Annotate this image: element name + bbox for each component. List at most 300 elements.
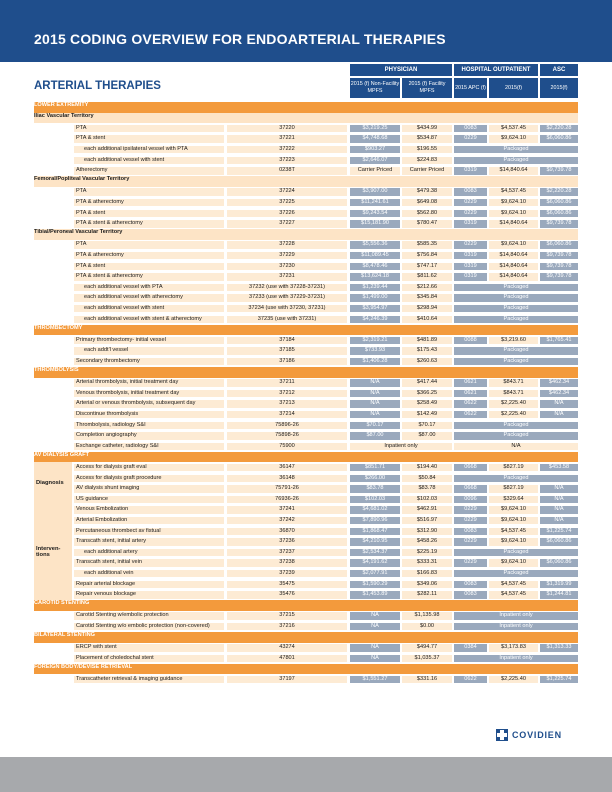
table-row [34,643,578,654]
hospital-rate: $827.19 [489,464,538,472]
asc-rate: $1,225.74 [540,676,578,684]
nonfacility-rate: $2,646.07 [350,157,400,165]
hospital-rate: $4,537.45 [489,125,538,133]
table-row [34,346,578,357]
hospital-rate: $843.71 [489,379,538,387]
category-row [34,664,578,675]
table-row [34,653,578,664]
nonfacility-rate: $266.00 [350,475,400,483]
page-title: 2015 CODING OVERVIEW FOR ENDOARTERIAL THERAPIES [34,31,446,47]
facility-rate: Carrier Priced [402,167,452,175]
cpt-code: 43274 [227,644,347,652]
nonfacility-rate: N/A [350,379,400,387]
facility-rate: $102.03 [402,496,452,504]
cpt-code: 37236 [227,538,347,546]
cpt-code: 37224 [227,188,347,196]
procedure-name: US guidance [74,496,224,504]
asc-rate: $2,220.28 [540,188,578,196]
cpt-code: 35475 [227,581,347,589]
cpt-code: 35476 [227,591,347,599]
asc-rate: $1,313.33 [540,644,578,652]
table-row [34,155,578,166]
hospital-rate: $4,537.45 [489,528,538,536]
table-row [34,558,578,569]
cpt-code: 36870 [227,528,347,536]
nonfacility-rate: NA [350,612,400,620]
table-row [34,293,578,304]
apc-code: 0229 [454,210,487,218]
packaged-status: Packaged [454,358,578,366]
apc-code: 0229 [454,135,487,143]
asc-rate: N/A [540,400,578,408]
apc-code: 0229 [454,517,487,525]
table-row [34,356,578,367]
cpt-code: 37239 [227,570,347,578]
header-physician: PHYSICIAN [350,64,452,76]
table-row [34,484,578,495]
cpt-code: 37228 [227,241,347,249]
facility-rate: $349.06 [402,581,452,589]
nonfacility-rate: N/A [350,400,400,408]
category-label: LOWER EXTREMITY [34,102,89,108]
nonfacility-rate: NA [350,644,400,652]
nonfacility-rate: $83.78 [350,485,400,493]
apc-code: 0229 [454,241,487,249]
facility-rate: $562.80 [402,210,452,218]
hospital-rate: N/A [454,443,578,451]
asc-rate: $9,739.78 [540,220,578,228]
facility-rate: $298.94 [402,305,452,313]
cpt-code: 76936-26 [227,496,347,504]
nonfacility-rate: $2,534.37 [350,549,400,557]
table-row [34,219,578,230]
facility-rate: $516.97 [402,517,452,525]
header-asc: ASC [540,64,578,76]
procedure-name: Atherectomy [74,167,224,175]
cpt-code: 37216 [227,623,347,631]
table-row [34,473,578,487]
table-row [34,388,578,399]
procedure-name: PTA & stent [74,210,224,218]
cpt-code: 75898-26 [227,432,347,440]
procedure-name: Exchange catheter, radiology S&I [74,443,224,451]
title-banner [0,0,612,62]
covidien-logo [496,729,562,741]
facility-rate: $212.66 [402,284,452,292]
facility-rate: $312.90 [402,528,452,536]
packaged-status: Packaged [454,549,578,557]
facility-rate: $345.84 [402,294,452,302]
procedure-name: PTA & atherectomy [74,252,224,260]
procedure-name: Repair arterial blockage [74,581,224,589]
cpt-code: 36148 [227,475,347,483]
category-label: CAROTID STENTING [34,600,90,607]
facility-rate: $333.31 [402,559,452,567]
cpt-code: 0238T [227,167,347,175]
cpt-code: 37184 [227,337,347,345]
category-label: THROMBOLYSIS [34,367,79,373]
procedure-name: AV dialysis shunt imaging [74,485,224,493]
procedure-name: each additional vessel with PTA [74,284,224,292]
facility-rate: $479.38 [402,188,452,196]
packaged-status: Packaged [454,422,578,430]
cpt-code: 37225 [227,199,347,207]
hospital-rate: $827.19 [489,485,538,493]
category-row [34,102,578,113]
hospital-rate: $9,624.10 [489,241,538,249]
asc-rate: $9,739.78 [540,263,578,271]
table-row [34,462,578,473]
procedure-name: each additional ipsilateral vessel with PTA [74,146,224,154]
hospital-rate: $3,173.83 [489,644,538,652]
nonfacility-rate: $4,681.02 [350,506,400,514]
procedure-name: each additional vessel with atherectomy [74,294,224,302]
nonfacility-rate: $1,868.47 [350,528,400,536]
table-row [34,611,578,622]
covidien-cross-icon [496,729,508,741]
table-row [34,187,578,198]
asc-rate: $1,244.81 [540,591,578,599]
apc-code: 0621 [454,379,487,387]
procedure-name: Arterial thrombolysis, initial treatment day [74,379,224,387]
facility-rate: $83.78 [402,485,452,493]
table-row [34,272,578,283]
apc-code: 0229 [454,538,487,546]
facility-rate: $166.83 [402,570,452,578]
cpt-code: 37241 [227,506,347,514]
table-row [34,335,578,346]
procedure-name: each additional vein [74,570,224,578]
subcategory-label: Tibial/Peroneal Vascular Territory [34,229,123,236]
apc-code: 0319 [454,220,487,228]
facility-rate: $1,135.98 [402,612,452,620]
procedure-name: ERCP with stent [74,644,224,652]
group-label: Interven- tions [36,545,61,558]
hospital-rate: $9,624.10 [489,135,538,143]
cpt-code: 37242 [227,517,347,525]
cpt-code: 37186 [227,358,347,366]
hospital-rate: $14,840.64 [489,252,538,260]
apc-code: 0319 [454,167,487,175]
procedure-name: PTA & atherectomy [74,199,224,207]
category-label: FOREIGN BODY/DEVISE RETRIEVAL [34,663,133,670]
facility-rate: $756.84 [402,252,452,260]
procedure-name: Access for dialysis graft eval [74,464,224,472]
subcategory-row [34,113,578,124]
nonfacility-rate: $70.17 [350,422,400,430]
subcategory-label: Iliac Vascular Territory [34,112,94,119]
facility-rate: $747.17 [402,263,452,271]
hospital-rate: $4,537.45 [489,581,538,589]
cpt-code: 37227 [227,220,347,228]
facility-rate: $458.26 [402,538,452,546]
cpt-code: 75900 [227,443,347,451]
apc-code: 0083 [454,188,487,196]
apc-code: 0668 [454,464,487,472]
hospital-rate: $14,840.64 [489,263,538,271]
nonfacility-rate: $903.27 [350,146,400,154]
procedure-name: PTA & stent & atherectomy [74,273,224,281]
apc-code: 0319 [454,252,487,260]
packaged-status: Packaged [454,294,578,302]
cpt-code: 37185 [227,347,347,355]
facility-rate: $196.55 [402,146,452,154]
asc-rate: $9,739.78 [540,167,578,175]
table-row [34,431,578,442]
table-row [34,208,578,219]
hospital-rate: $4,537.45 [489,591,538,599]
apc-code: 0083 [454,591,487,599]
apc-code: 0622 [454,676,487,684]
cpt-code: 37234 (use with 37230, 37231) [227,305,347,313]
table-row [34,494,578,505]
table-row [34,399,578,410]
apc-code: 0083 [454,528,487,536]
cpt-code: 37233 (use with 37229-37231) [227,294,347,302]
asc-rate: $1,765.41 [540,337,578,345]
procedure-name: PTA & stent & atherectomy [74,220,224,228]
hospital-rate: $843.71 [489,390,538,398]
nonfacility-rate: $4,210.95 [350,538,400,546]
header-nonfacility: 2015 (f) Non-Facility MPFS [350,78,400,98]
nonfacility-rate: $851.71 [350,464,400,472]
nonfacility-rate: $8,478.46 [350,263,400,271]
table-row [34,303,578,314]
facility-rate: $481.89 [402,337,452,345]
cpt-code: 75791-26 [227,485,347,493]
cpt-code: 37221 [227,135,347,143]
category-row [34,600,578,611]
facility-rate: $417.44 [402,379,452,387]
hospital-rate: $9,624.10 [489,538,538,546]
cpt-code: 37222 [227,146,347,154]
procedure-name: Venous thrombolysis, initial treatment day [74,390,224,398]
nonfacility-rate: $2,319.21 [350,337,400,345]
procedure-name: Repair venous blockage [74,591,224,599]
nonfacility-rate: $1,590.29 [350,581,400,589]
procedure-name: PTA [74,125,224,133]
facility-rate: $585.35 [402,241,452,249]
packaged-status: Packaged [454,284,578,292]
hospital-rate: $329.64 [489,496,538,504]
hospital-rate: $4,537.45 [489,188,538,196]
cpt-code: 37237 [227,549,347,557]
nonfacility-rate: $4,748.68 [350,135,400,143]
facility-rate: $494.77 [402,644,452,652]
procedure-name: Transcath stent, initial artery [74,538,224,546]
hospital-rate: $9,624.10 [489,517,538,525]
nonfacility-rate: $3,954.97 [350,305,400,313]
procedure-name: Venous Embolization [74,506,224,514]
packaged-status: Packaged [454,157,578,165]
facility-rate: $462.91 [402,506,452,514]
nonfacility-rate: $4,191.62 [350,559,400,567]
subcategory-label: Femoral/Popliteal Vascular Territory [34,176,130,183]
table-row [34,282,578,293]
cpt-code: 37211 [227,379,347,387]
category-label: BILATERAL STENTING [34,632,96,638]
facility-rate: $224.83 [402,157,452,165]
section-title: ARTERIAL THERAPIES [34,80,161,92]
procedure-name: Carotid Stenting w/embolic protection [74,612,224,620]
nonfacility-rate: $5,556.36 [350,241,400,249]
hospital-rate: $9,624.10 [489,199,538,207]
asc-rate: $6,060.86 [540,559,578,567]
category-row [34,452,578,463]
nonfacility-rate: $4,246.39 [350,316,400,324]
procedure-name: Percutaneous thrombect av fistual [74,528,224,536]
physician-rate: Inpatient only [350,443,452,451]
apc-code: 0229 [454,506,487,514]
nonfacility-rate: NA [350,623,400,631]
nonfacility-rate: N/A [350,390,400,398]
nonfacility-rate: $3,219.25 [350,125,400,133]
facility-rate: $811.62 [402,273,452,281]
procedure-name: Transcatheter retrieval & imaging guidance [74,676,224,684]
cpt-code: 75896-26 [227,422,347,430]
packaged-status: Inpatient only [454,623,578,631]
nonfacility-rate: NA [350,655,400,663]
facility-rate: $142.49 [402,411,452,419]
asc-rate: $1,319.99 [540,581,578,589]
table-row [34,537,578,548]
table-row [34,505,578,516]
facility-rate: $410.64 [402,316,452,324]
facility-rate: $366.25 [402,390,452,398]
procedure-name: PTA & stent [74,263,224,271]
procedure-name: Arterial Embolization [74,517,224,525]
category-label: AV DIALYSIS GRAFT [34,451,90,458]
table-row [34,547,578,558]
apc-code: 0083 [454,125,487,133]
logo-text: COVIDIEN [512,730,562,740]
table-row [34,441,578,452]
cpt-code: 37226 [227,210,347,218]
procedure-name: each addt'l vessel [74,347,224,355]
group-label: Diagnosis [36,480,64,487]
hospital-rate: $14,840.64 [489,220,538,228]
table-row [34,378,578,389]
facility-rate: $434.99 [402,125,452,133]
apc-code: 0319 [454,263,487,271]
nonfacility-rate: $1,239.44 [350,284,400,292]
nonfacility-rate: $1,453.89 [350,591,400,599]
procedure-name: each additional vessel with stent [74,157,224,165]
table-row [34,621,578,632]
asc-rate: $462.34 [540,390,578,398]
apc-code: 0622 [454,411,487,419]
procedure-name: each additional artery [74,549,224,557]
asc-rate: $9,739.78 [540,273,578,281]
asc-rate: N/A [540,517,578,525]
cpt-code: 47801 [227,655,347,663]
asc-rate: N/A [540,411,578,419]
footer-bar [0,757,612,792]
asc-rate: $6,060.86 [540,199,578,207]
procedure-name: Discontinue thrombolysis [74,411,224,419]
hospital-rate: $3,219.60 [489,337,538,345]
cpt-code: 37232 (use with 37228-37231) [227,284,347,292]
header-facility: 2015 (f) Facility MPFS [402,78,452,98]
asc-rate: $6,060.86 [540,538,578,546]
header-hospital-rate: 2015(f) [489,78,538,98]
packaged-status: Packaged [454,146,578,154]
subcategory-row [34,176,578,187]
table-row [34,420,578,431]
facility-rate: $225.19 [402,549,452,557]
cpt-code: 37223 [227,157,347,165]
packaged-status: Packaged [454,570,578,578]
facility-rate: $260.63 [402,358,452,366]
nonfacility-rate: $1,406.28 [350,358,400,366]
category-row [34,367,578,378]
hospital-rate: $2,225.40 [489,676,538,684]
facility-rate: $534.87 [402,135,452,143]
table-row [34,166,578,177]
procedure-name: Placement of choledochal stent [74,655,224,663]
asc-rate: $2,220.28 [540,125,578,133]
nonfacility-rate: $2,077.91 [350,570,400,578]
nonfacility-rate: $7,890.96 [350,517,400,525]
cpt-code: 37230 [227,263,347,271]
procedure-name: PTA [74,188,224,196]
packaged-status: Packaged [454,316,578,324]
packaged-status: Packaged [454,475,578,483]
facility-rate: $50.84 [402,475,452,483]
apc-code: 0083 [454,581,487,589]
asc-rate: $453.58 [540,464,578,472]
table-row [34,314,578,325]
table-row [34,526,578,537]
facility-rate: $0.00 [402,623,452,631]
apc-code: 0319 [454,273,487,281]
apc-code: 0096 [454,496,487,504]
apc-code: 0622 [454,400,487,408]
table-row [34,134,578,145]
facility-rate: $649.08 [402,199,452,207]
nonfacility-rate: $733.93 [350,347,400,355]
cpt-code: 37214 [227,411,347,419]
nonfacility-rate: $9,243.54 [350,210,400,218]
nonfacility-rate: $15,181.90 [350,220,400,228]
asc-rate: N/A [540,485,578,493]
nonfacility-rate: $13,624.18 [350,273,400,281]
category-label: THROMBECTOMY [34,324,83,331]
facility-rate: $1,035.37 [402,655,452,663]
packaged-status: Inpatient only [454,612,578,620]
procedure-name: Transcath stent, initial vein [74,559,224,567]
asc-rate: N/A [540,506,578,514]
hospital-rate: $9,624.10 [489,559,538,567]
table-row [34,144,578,155]
procedure-name: Thrombolysis, radiology S&I [74,422,224,430]
table-row [34,409,578,420]
facility-rate: $780.47 [402,220,452,228]
table-row [34,261,578,272]
facility-rate: $258.49 [402,400,452,408]
asc-rate: N/A [540,496,578,504]
packaged-status: Inpatient only [454,655,578,663]
asc-rate: $9,739.78 [540,252,578,260]
cpt-code: 37212 [227,390,347,398]
asc-rate: $6,060.86 [540,210,578,218]
header-asc-rate: 2015(f) [540,78,578,98]
procedure-name: Arterial or venous thrombolysis, subsequent day [74,400,224,408]
nonfacility-rate: $1,551.27 [350,676,400,684]
nonfacility-rate: $87.00 [350,432,400,440]
procedure-name: Primary thrombectomy- initial vessel [74,337,224,345]
apc-code: 0621 [454,390,487,398]
